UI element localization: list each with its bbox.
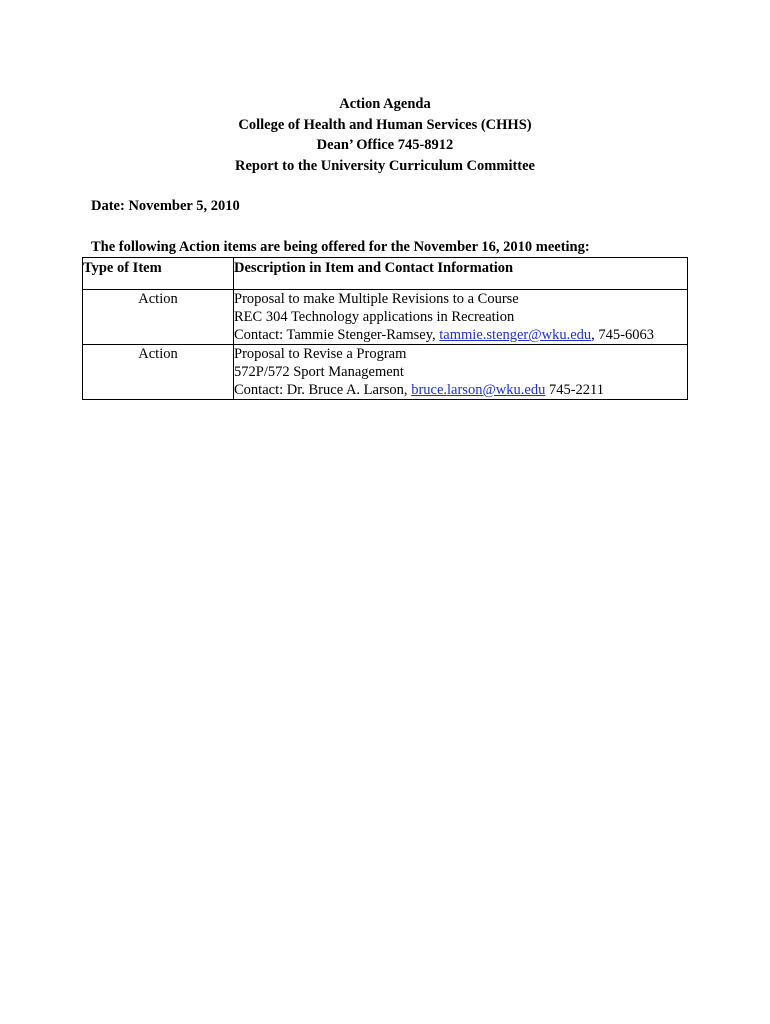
item-type: Action <box>83 345 234 400</box>
document-header <box>0 94 770 176</box>
table-row <box>83 290 688 345</box>
contact-email-link[interactable]: bruce.larson@wku.edu <box>411 382 546 398</box>
item-proposal: Proposal to Revise a Program <box>234 346 407 362</box>
contact-phone: 745-2211 <box>545 382 605 398</box>
contact-email-link[interactable]: tammie.stenger@wku.edu <box>439 327 592 343</box>
column-header-type: Type of Item <box>83 258 234 290</box>
header-title: Action Agenda <box>339 96 431 112</box>
contact-name: Contact: Dr. Bruce A. Larson, <box>234 382 412 398</box>
item-program: 572P/572 Sport Management <box>234 364 404 380</box>
header-college: College of Health and Human Services (CHHS) <box>238 116 532 133</box>
action-items-table <box>82 257 688 400</box>
table-header-row <box>83 258 688 290</box>
item-course: REC 304 Technology applications in Recreation <box>234 309 515 325</box>
header-office: Dean’ Office 745-8912 <box>316 137 454 153</box>
item-contact <box>234 326 687 344</box>
intro-line: The following Action items are being offered for the November 16, 2010 meeting: <box>91 239 590 255</box>
item-description <box>234 345 688 400</box>
contact-phone: , 745-6063 <box>591 327 654 343</box>
item-type: Action <box>83 290 234 345</box>
item-description <box>234 290 688 345</box>
table-row <box>83 345 688 400</box>
date-line: Date: November 5, 2010 <box>91 198 240 214</box>
column-header-description: Description in Item and Contact Information <box>234 258 688 290</box>
item-proposal: Proposal to make Multiple Revisions to a Course <box>234 291 519 307</box>
item-contact <box>234 381 687 399</box>
contact-name: Contact: Tammie Stenger-Ramsey, <box>234 327 440 343</box>
header-report: Report to the University Curriculum Committee <box>235 157 535 174</box>
